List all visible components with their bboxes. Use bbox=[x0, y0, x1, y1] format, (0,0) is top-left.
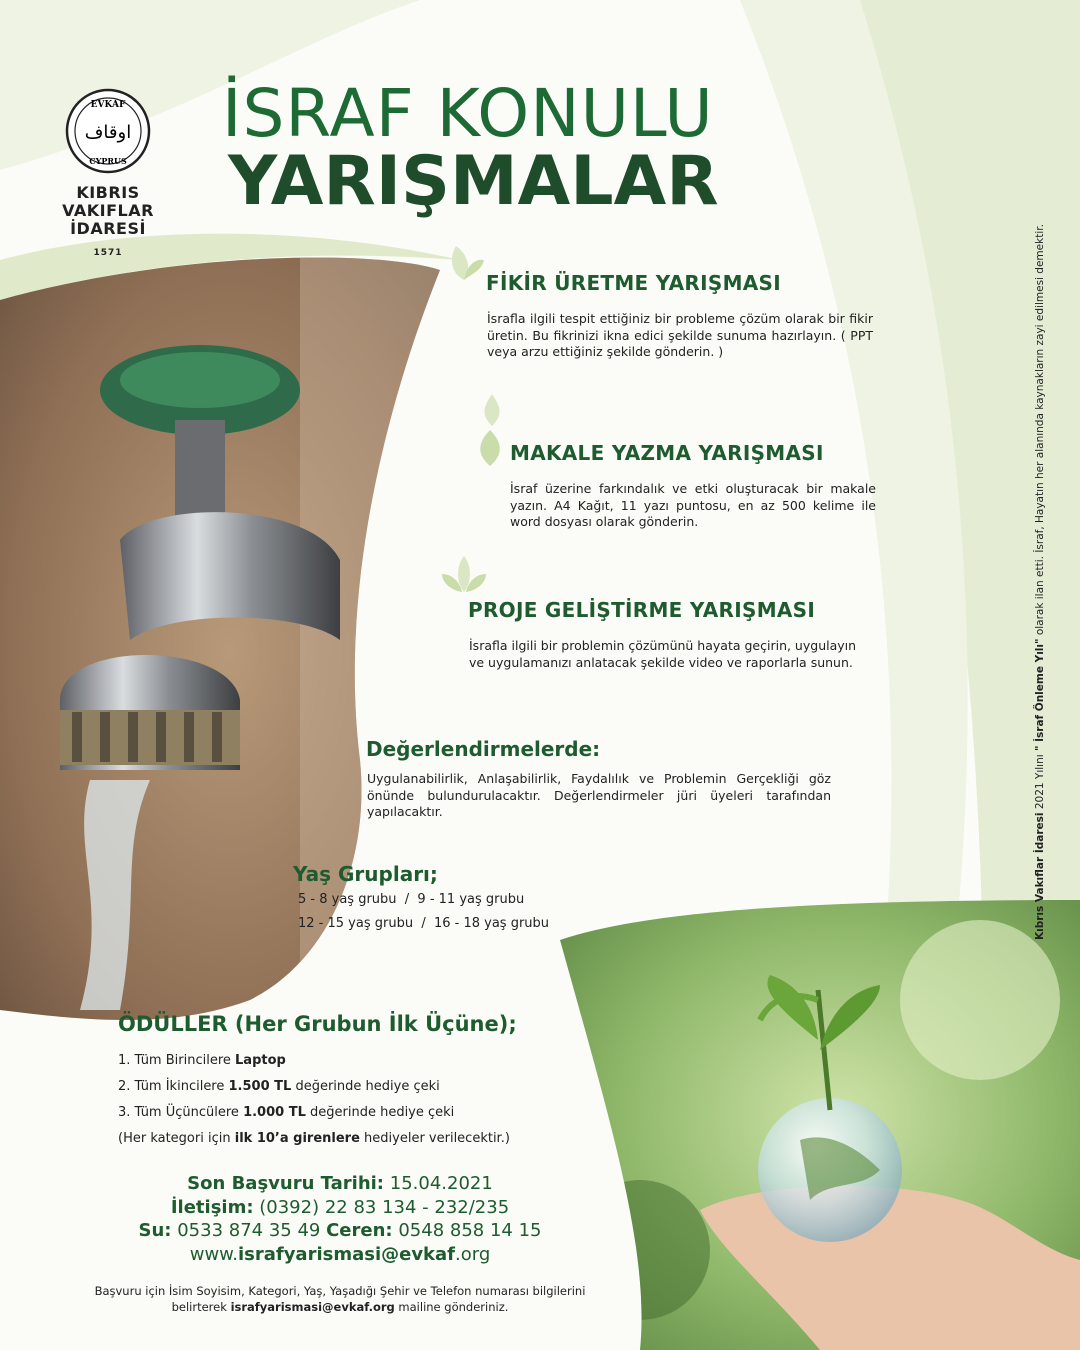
logo bbox=[48, 88, 168, 258]
prizes-title: ÖDÜLLER (Her Grubun İlk Üçüne); bbox=[118, 1012, 517, 1036]
evaluation-text: Uygulanabilirlik, Anlaşabilirlik, Faydalılık ve Problemin Gerçekliği göz önünde bulundurulacaktır. Değerlendirmeler jüri üyeleri tarafından yapılacaktır. bbox=[367, 771, 831, 819]
leaf-icon bbox=[442, 240, 486, 284]
prize-item-3: 3. Tüm Üçüncülere 1.000 TL değerinde hediye çeki bbox=[118, 1105, 455, 1120]
phone: İletişim: (0392) 22 83 134 - 232/235 bbox=[170, 1196, 510, 1218]
svg-text:EVKAF: EVKAF bbox=[90, 100, 126, 110]
vertical-side-text: Kıbrıs Vakıflar İdaresi 2021 Yılını " İsraf Önleme Yılı" olarak ilan etti. İsraf, Hayatın her alanında kaynakların zayi edilmesi demektir. bbox=[1034, 224, 1046, 940]
svg-text:CYPRUS: CYPRUS bbox=[89, 156, 127, 166]
logo-year: 1571 bbox=[93, 248, 123, 258]
footer-note: Başvuru için İsim Soyisim, Kategori, Yaş, Yaşadığı Şehir ve Telefon numarası bilgilerini belirterek israfyarismasi@evkaf.org mailine gönderiniz. bbox=[94, 1284, 586, 1314]
evaluation-title: Değerlendirmelerde: bbox=[366, 737, 601, 761]
age-groups-line1: 5 - 8 yaş grubu / 9 - 11 yaş grubu bbox=[298, 892, 525, 907]
website-link[interactable]: www.israfyarismasi@evkaf.org bbox=[189, 1243, 491, 1265]
section-text-makale: İsraf üzerine farkındalık ve etki oluşturacak bir makale yazın. A4 Kağıt, 11 yazı puntosu, en az 500 kelime ile word dosyası olarak gönderin. bbox=[510, 481, 876, 529]
deadline: Son Başvuru Tarihi: 15.04.2021 bbox=[187, 1173, 493, 1194]
age-groups-title: Yaş Grupları; bbox=[293, 862, 438, 886]
svg-text:اوقاف: اوقاف bbox=[84, 122, 132, 143]
title-line1: İSRAF KONULU bbox=[222, 75, 714, 152]
section-text-fikir: İsrafla ilgili tespit ettiğiniz bir probleme çözüm olarak bir fikir üretin. Bu fikrinizi ikna edici şekilde sunuma hazırlayın. ( PPT veya arzu ettiğiniz şekilde gönderin. ) bbox=[487, 311, 873, 359]
prize-note: (Her kategori için ilk 10’a girenlere hediyeler verilecektir.) bbox=[118, 1131, 510, 1146]
section-title-fikir: FİKİR ÜRETME YARIŞMASI bbox=[486, 271, 781, 295]
contact-block bbox=[90, 1172, 590, 1266]
logo-name: KIBRIS VAKIFLAR İDARESİ bbox=[62, 183, 154, 238]
droplet-icon bbox=[472, 390, 512, 470]
prizes-list bbox=[118, 1048, 510, 1152]
prize-item-2: 2. Tüm İkincilere 1.500 TL değerinde hediye çeki bbox=[118, 1079, 440, 1094]
prize-item-1: 1. Tüm Birincilere Laptop bbox=[118, 1053, 286, 1068]
leaf-icon bbox=[440, 552, 488, 596]
section-text-proje: İsrafla ilgili bir problemin çözümünü hayata geçirin, uygulayın ve uygulamanızı anlatacak şekilde video ve raporlarla sunun. bbox=[469, 638, 857, 670]
age-groups-list bbox=[298, 888, 549, 936]
age-groups-line2: 12 - 15 yaş grubu / 16 - 18 yaş grubu bbox=[298, 916, 550, 931]
section-title-makale: MAKALE YAZMA YARIŞMASI bbox=[510, 441, 824, 465]
title-line2: YARIŞMALAR bbox=[228, 142, 719, 221]
footer-email-link[interactable]: israfyarismasi@evkaf.org bbox=[230, 1300, 395, 1314]
phones-su-ceren: Su: 0533 874 35 49 Ceren: 0548 858 14 15 bbox=[138, 1220, 542, 1241]
seal-icon bbox=[65, 88, 151, 174]
section-title-proje: PROJE GELİŞTİRME YARIŞMASI bbox=[468, 598, 816, 622]
